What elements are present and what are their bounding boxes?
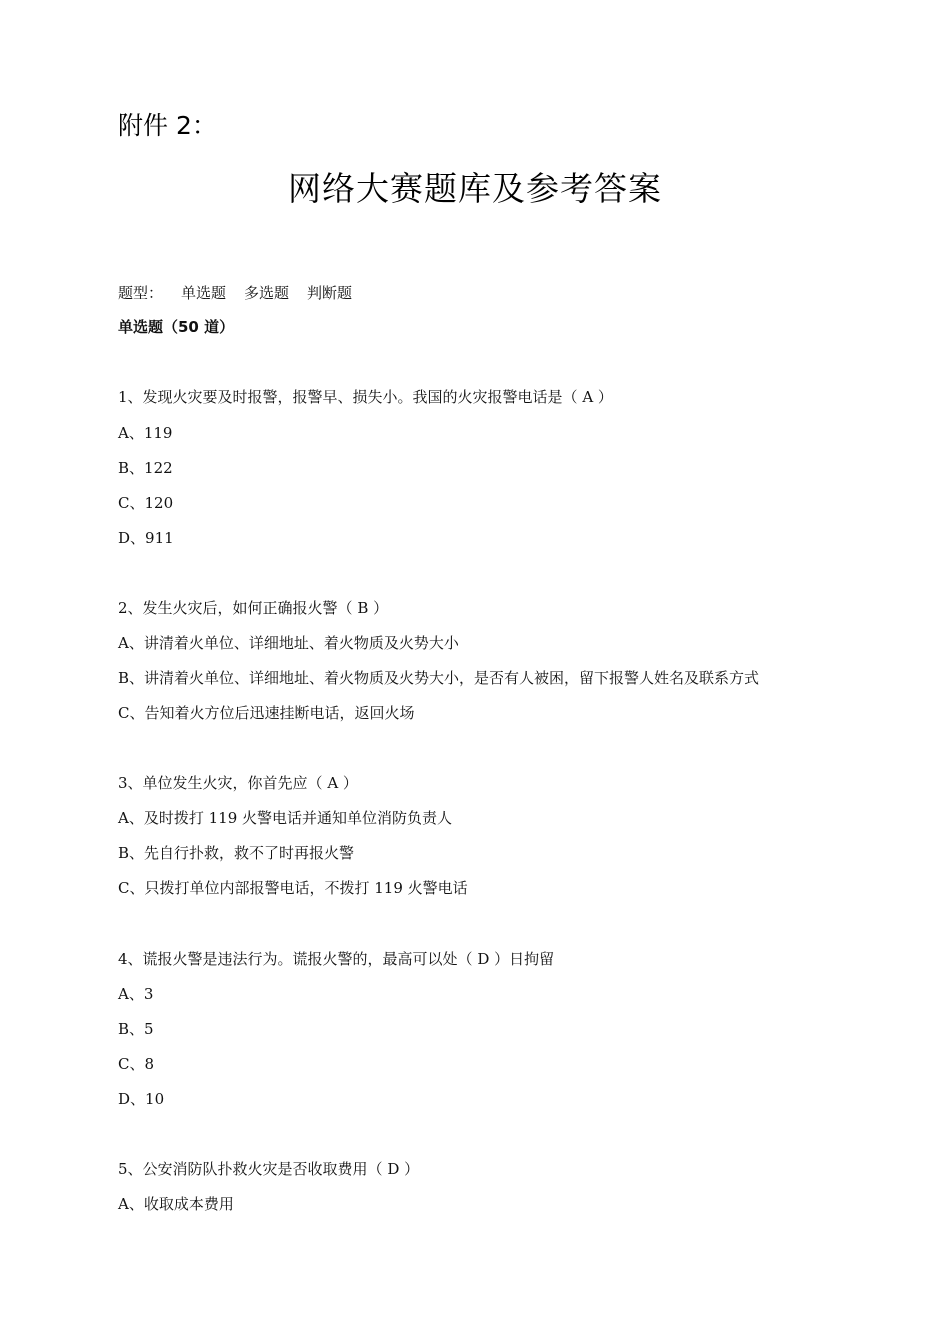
question-option: A、收取成本费用: [118, 1195, 234, 1213]
question-option: C、120: [118, 494, 174, 512]
question-option: D、911: [118, 529, 174, 547]
question-option: A、3: [118, 985, 154, 1003]
question-types-line: [118, 282, 352, 304]
question-option: B、讲清着火单位、详细地址、着火物质及火势大小，是否有人被困，留下报警人姓名及联系方式: [118, 669, 760, 687]
question-stem: 2、发生火灾后，如何正确报火警（ B ）: [118, 599, 389, 617]
section-heading: 单选题（50 道）: [118, 318, 235, 336]
question-stem: 1、发现火灾要及时报警，报警早、损失小。我国的火灾报警电话是（ A ）: [118, 388, 613, 406]
question-option: B、先自行扑救，救不了时再报火警: [118, 844, 355, 862]
type-single-choice: 单选题: [181, 284, 227, 302]
document-title: 网络大赛题库及参考答案: [288, 169, 662, 208]
question-option: B、5: [118, 1020, 154, 1038]
question-stem: 3、单位发生火灾，你首先应（ A ）: [118, 774, 358, 792]
type-multiple-choice: 多选题: [244, 284, 290, 302]
question-option: B、122: [118, 459, 173, 477]
question-option: C、8: [118, 1055, 155, 1073]
question-option: D、10: [118, 1090, 165, 1108]
attachment-label: 附件 2：: [118, 111, 217, 140]
question-stem: 4、谎报火警是违法行为。谎报火警的，最高可以处（ D ）日拘留: [118, 950, 555, 968]
question-option: A、讲清着火单位、详细地址、着火物质及火势大小: [118, 634, 459, 652]
question-option: C、只拨打单位内部报警电话，不拨打 119 火警电话: [118, 879, 468, 897]
question-types-label: 题型： 单选题: [118, 284, 227, 302]
question-option: A、及时拨打 119 火警电话并通知单位消防负责人: [118, 809, 453, 827]
question-option: A、119: [118, 424, 173, 442]
type-true-false: 判断题: [307, 284, 353, 302]
question-option: C、告知着火方位后迅速挂断电话，返回火场: [118, 704, 415, 722]
question-stem: 5、公安消防队扑救火灾是否收取费用（ D ）: [118, 1160, 420, 1178]
